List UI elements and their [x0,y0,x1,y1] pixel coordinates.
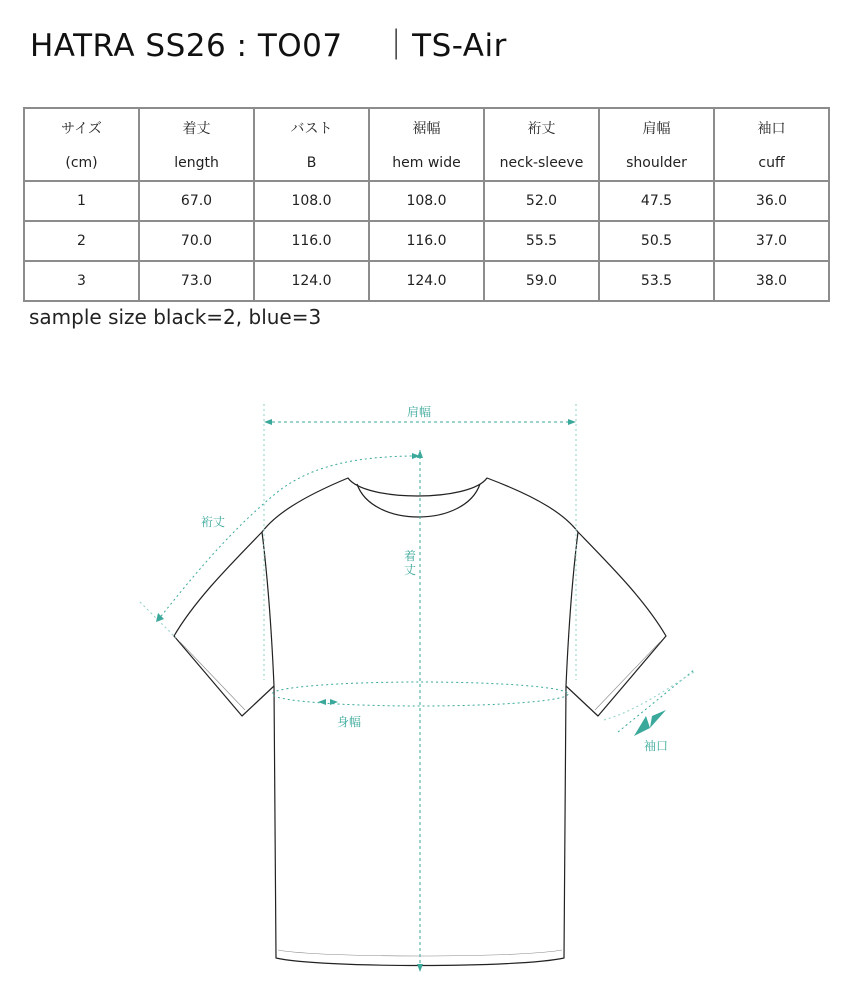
header-cell [599,108,714,181]
header-jp: 着丈 [182,121,211,137]
shoulder-label: 肩幅 [407,405,432,419]
size-table [23,107,830,302]
sample-size-note: sample size black=2, blue=3 [29,305,322,329]
header-jp: サイズ [61,121,102,137]
header-en: neck-sleeve [499,155,584,171]
table-row [24,221,829,261]
cuff-label: 袖口 [644,739,669,753]
header-jp: 肩幅 [642,121,671,137]
length-label-top: 着 [404,549,417,563]
header-cell [369,108,484,181]
body-width-label: 身幅 [337,715,362,729]
table-cell: 108.0 [369,181,484,221]
neckline-inner [357,484,480,517]
neck-sleeve-arrow [158,456,418,620]
table-cell: 1 [24,181,139,221]
table-header-row [24,108,829,181]
header-en: cuff [758,155,785,171]
table-row [24,181,829,221]
table-cell: 59.0 [484,261,599,301]
header-cell [254,108,369,181]
table-cell: 52.0 [484,181,599,221]
table-cell: 124.0 [254,261,369,301]
header-en: length [174,155,219,171]
header-en: shoulder [626,155,687,171]
table-cell: 124.0 [369,261,484,301]
table-cell: 53.5 [599,261,714,301]
header-jp: 袖口 [757,121,786,137]
title-sub: ｜TS-Air [380,28,507,64]
title-main: HATRA SS26 : TO07 [30,28,343,64]
header-jp: 裄丈 [527,121,556,137]
table-cell: 116.0 [254,221,369,261]
arrowheads [156,419,669,972]
header-cell [714,108,829,181]
table-cell: 73.0 [139,261,254,301]
table-cell: 3 [24,261,139,301]
table-cell: 116.0 [369,221,484,261]
header-cell [139,108,254,181]
table-cell: 50.5 [599,221,714,261]
table-cell: 37.0 [714,221,829,261]
header-jp: バスト [290,121,333,137]
table-cell: 2 [24,221,139,261]
table-cell: 55.5 [484,221,599,261]
header-en: B [306,155,317,171]
page-title [30,20,507,65]
header-cell [24,108,139,181]
table-row [24,261,829,301]
table-cell: 108.0 [254,181,369,221]
table-cell: 38.0 [714,261,829,301]
length-label-bottom: 丈 [404,563,417,577]
header-cell [484,108,599,181]
header-jp: 裾幅 [412,121,441,137]
neck-sleeve-label: 裄丈 [201,515,226,529]
table-cell: 36.0 [714,181,829,221]
header-en: (cm) [65,155,98,171]
header-en: hem wide [392,155,461,171]
tshirt-measurement-diagram [0,380,864,980]
table-cell: 67.0 [139,181,254,221]
table-cell: 70.0 [139,221,254,261]
table-cell: 47.5 [599,181,714,221]
